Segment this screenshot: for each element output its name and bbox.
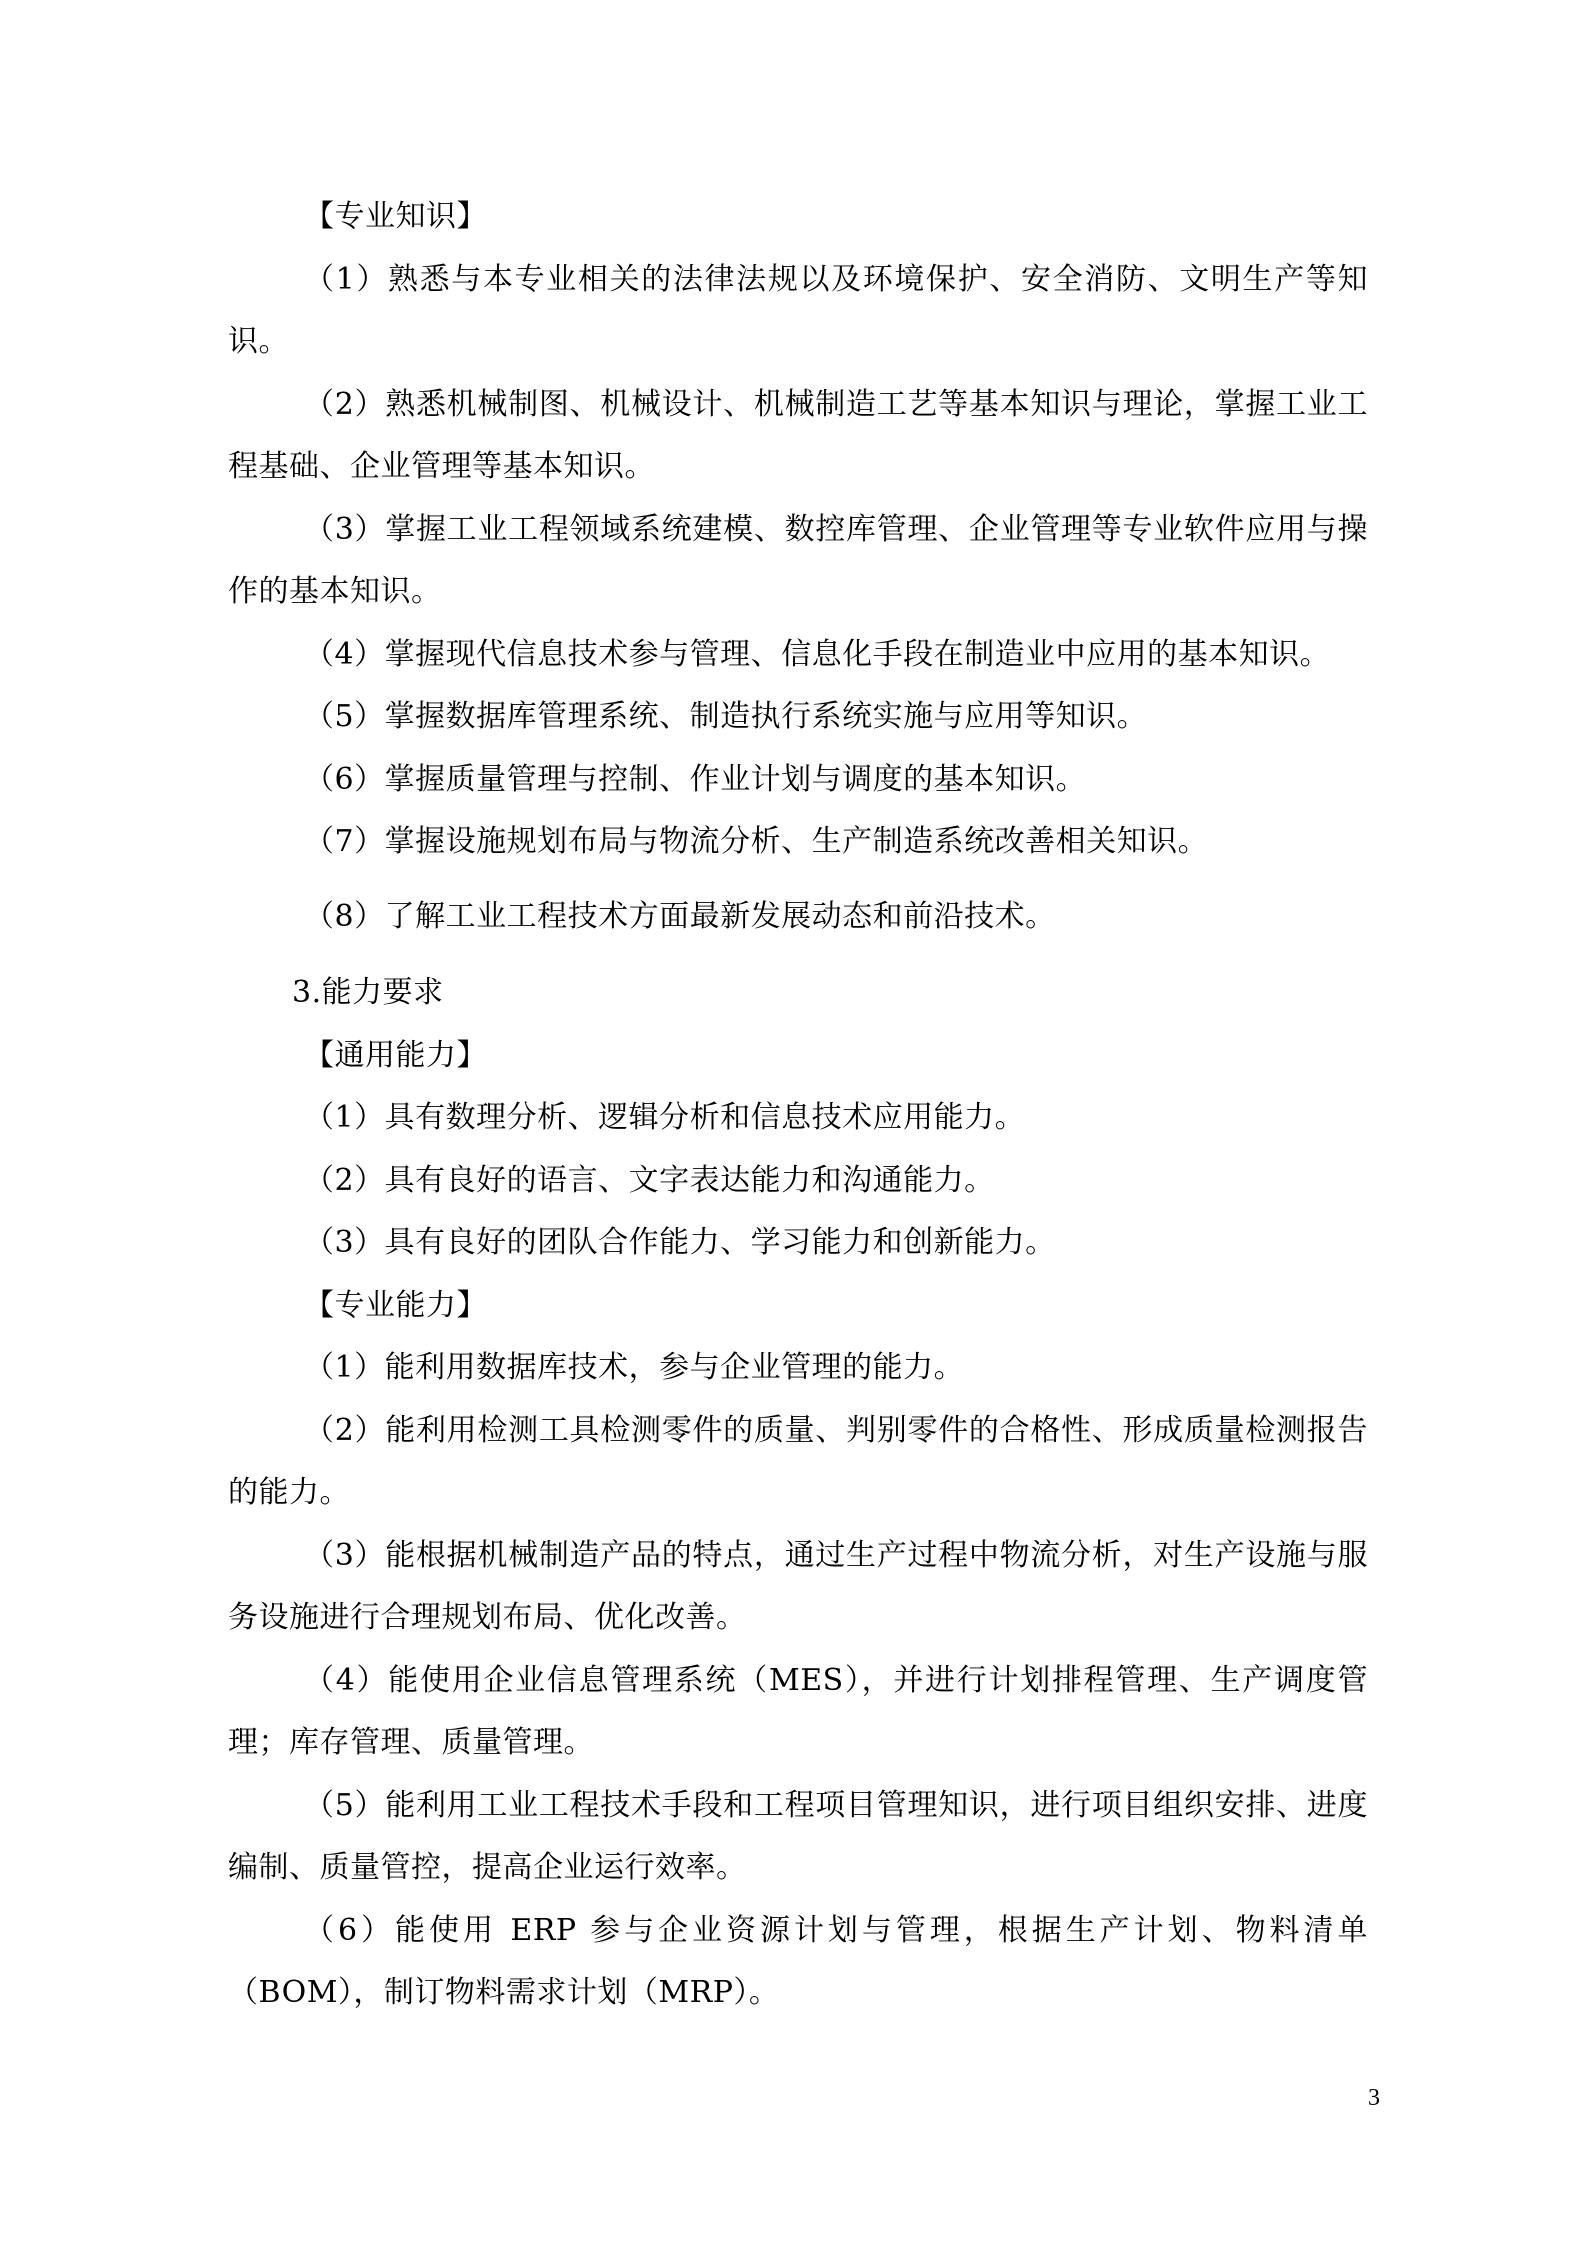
knowledge-item-1: （1）熟悉与本专业相关的法律法规以及环境保护、安全消防、文明生产等知识。 [228,261,1368,359]
professional-ability-item-4: （4）能使用企业信息管理系统（MES），并进行计划排程管理、生产调度管理；库存管理、质量管理。 [228,1662,1368,1760]
knowledge-item-2: （2）熟悉机械制图、机械设计、机械制造工艺等基本知识与理论，掌握工业工程基础、企业管理等基本知识。 [228,386,1368,484]
page-content [228,186,1368,2025]
knowledge-item-7: （7）掌握设施规划布局与物流分析、生产制造系统改善相关知识。 [304,824,1209,859]
general-ability-item-3: （3）具有良好的团队合作能力、学习能力和创新能力。 [304,1225,1056,1260]
general-ability-header: 【通用能力】 [304,1037,487,1073]
knowledge-item-8: （8）了解工业工程技术方面最新发展动态和前沿技术。 [304,898,1056,934]
professional-ability-item-3: （3）能根据机械制造产品的特点，通过生产过程中物流分析，对生产设施与服务设施进行合理规划布局、优化改善。 [228,1537,1368,1635]
page-number: 3 [1368,2085,1380,2111]
general-ability-item-1: （1）具有数理分析、逻辑分析和信息技术应用能力。 [304,1100,1026,1135]
professional-ability-item-2: （2）能利用检测工具检测零件的质量、判别零件的合格性、形成质量检测报告的能力。 [228,1412,1368,1510]
ability-requirements-heading: 3.能力要求 [292,975,444,1010]
professional-ability-item-1: （1）能利用数据库技术，参与企业管理的能力。 [304,1350,965,1385]
knowledge-item-3: （3）掌握工业工程领域系统建模、数控库管理、企业管理等专业软件应用与操作的基本知识。 [228,511,1368,609]
knowledge-item-6: （6）掌握质量管理与控制、作业计划与调度的基本知识。 [304,761,1087,797]
knowledge-item-5: （5）掌握数据库管理系统、制造执行系统实施与应用等知识。 [304,699,1148,734]
professional-ability-header: 【专业能力】 [304,1287,487,1323]
general-ability-item-2: （2）具有良好的语言、文字表达能力和沟通能力。 [304,1162,995,1198]
professional-knowledge-header: 【专业知识】 [304,199,487,234]
professional-ability-item-5: （5）能利用工业工程技术手段和工程项目管理知识，进行项目组织安排、进度编制、质量管控，提高企业运行效率。 [228,1787,1368,1885]
professional-ability-item-6: （6）能使用 ERP 参与企业资源计划与管理，根据生产计划、物料清单（BOM），制订物料需求计划（MRP）。 [228,1912,1368,2010]
knowledge-item-4: （4）掌握现代信息技术参与管理、信息化手段在制造业中应用的基本知识。 [304,636,1331,672]
